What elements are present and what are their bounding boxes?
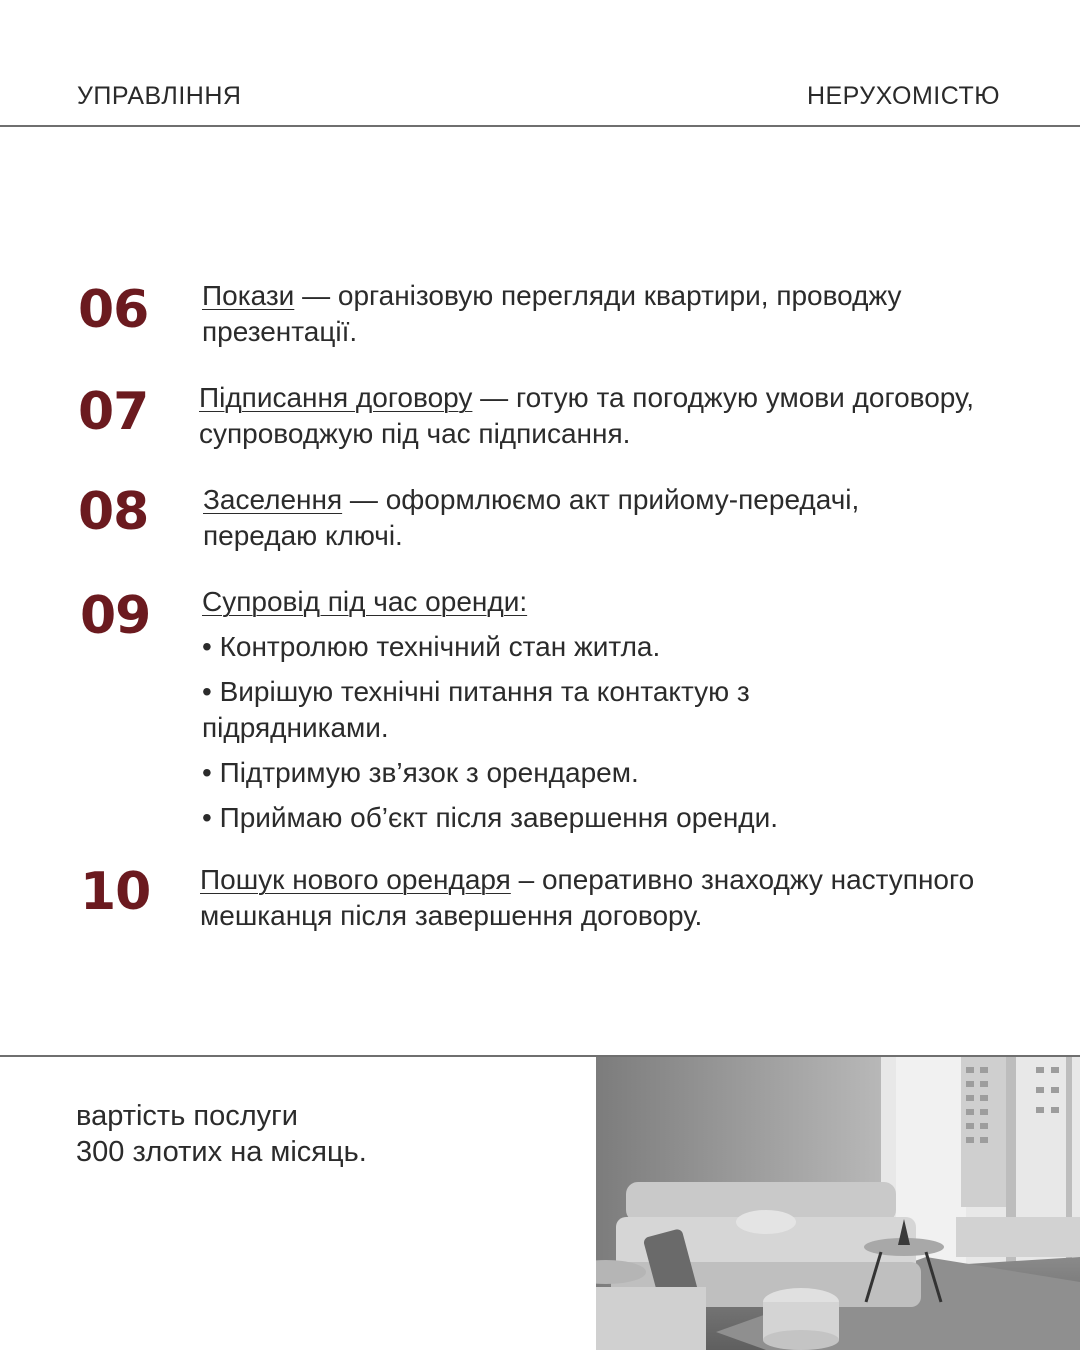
step-body xyxy=(202,278,1002,350)
list-item: • Вирішую технічні питання та контактую з підрядниками. xyxy=(202,676,750,743)
step-number: 10 xyxy=(80,862,151,922)
step-title: Покази xyxy=(202,280,295,311)
step-text: готую та погоджую умови договору, супроводжую під час підписання. xyxy=(199,382,975,449)
step-number: 09 xyxy=(80,586,151,646)
step-title: Супровід під час оренди: xyxy=(202,586,528,617)
header-right: НЕРУХОМІСТЮ xyxy=(806,82,1000,110)
top-divider xyxy=(0,125,1080,127)
step-text: оперативно знаходжу наступного мешканця після завершення договору. xyxy=(200,864,975,931)
price-value: 300 злотих на місяць. xyxy=(76,1136,367,1168)
step-body xyxy=(199,380,999,452)
price-block xyxy=(76,1098,367,1170)
step-text: оформлюємо акт прийому-передачі, передаю ключі. xyxy=(203,484,860,551)
step-body xyxy=(202,584,902,836)
step-number: 08 xyxy=(78,482,149,542)
interior-photo xyxy=(596,1057,1080,1350)
price-label: вартість послуги xyxy=(76,1100,298,1132)
step-number: 07 xyxy=(78,382,149,442)
header-left: УПРАВЛІННЯ xyxy=(77,82,242,110)
step-body xyxy=(200,862,1000,934)
step-separator: — xyxy=(472,382,516,413)
step-title: Пошук нового орендаря xyxy=(200,864,511,895)
list-item: • Контролюю технічний стан житла. xyxy=(202,631,661,662)
step-text: організовую перегляди квартири, проводжу презентації. xyxy=(202,280,902,347)
list-item: • Підтримую зв’язок з орендарем. xyxy=(202,757,639,788)
step-title: Підписання договору xyxy=(199,382,473,413)
step-body xyxy=(203,482,963,554)
step-title: Заселення xyxy=(203,484,343,515)
list-item: • Приймаю об’єкт після завершення оренди. xyxy=(202,802,779,833)
step-separator: — xyxy=(294,280,338,311)
step-separator: — xyxy=(342,484,386,515)
step-separator: – xyxy=(510,864,542,895)
step-number: 06 xyxy=(78,280,149,340)
